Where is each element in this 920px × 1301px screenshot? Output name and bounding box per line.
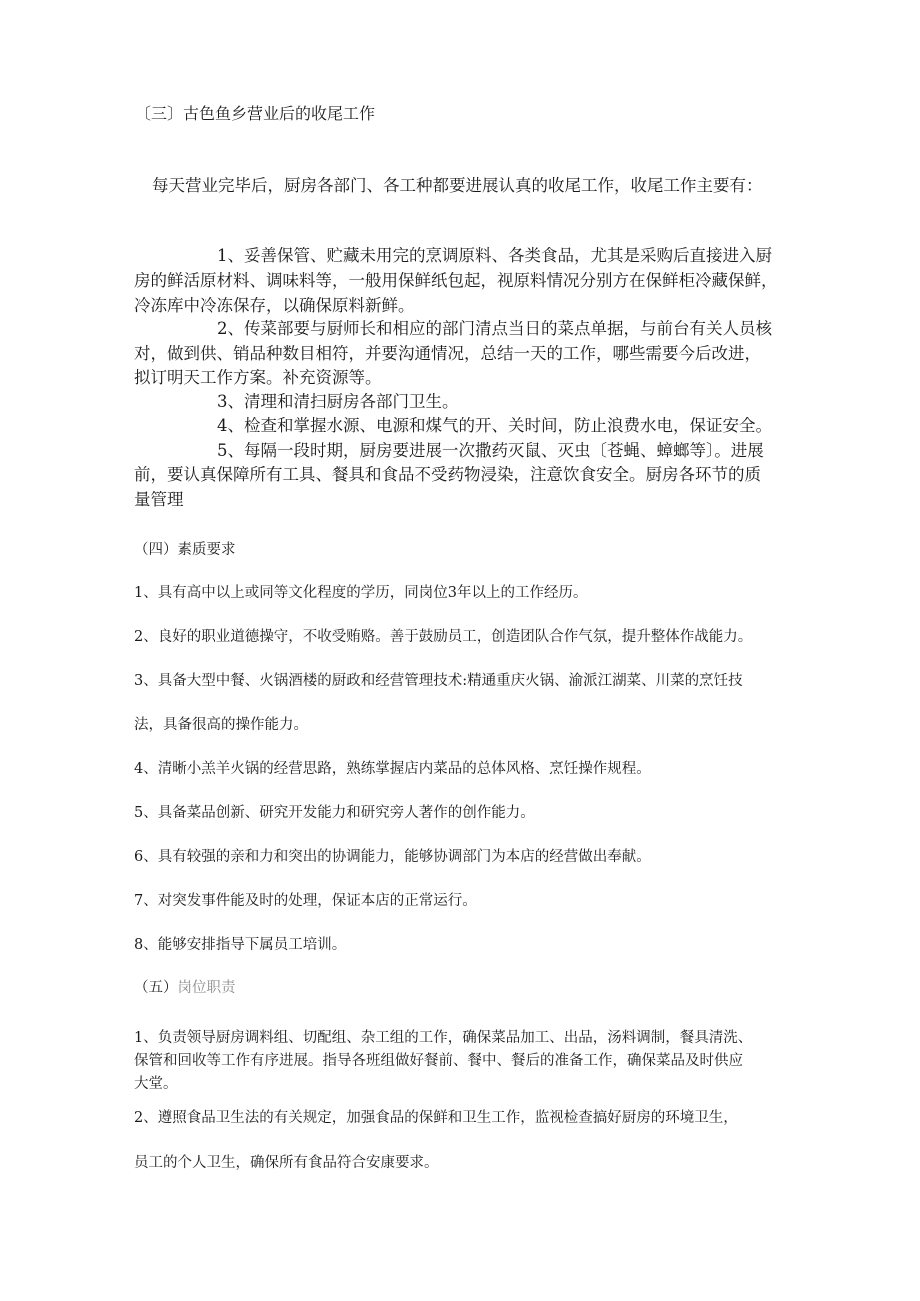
section3-item3-line1: 3、清理和清扫厨房各部门卫生。 bbox=[217, 392, 459, 411]
section3-item1-line3: 冷冻库中冷冻保存，以确保原料新鲜。 bbox=[134, 296, 415, 315]
section3-item5-line3: 量管理 bbox=[134, 490, 184, 509]
section5-item2-line2: 员工的个人卫生，确保所有食品符合安康要求。 bbox=[134, 1155, 439, 1171]
section4-item-4: 4、清晰小羔羊火锅的经营思路，熟练掌握店内菜品的总体风格、烹饪操作规程。 bbox=[134, 761, 651, 777]
section5-item2-line1: 2、遵照食品卫生法的有关规定，加强食品的保鲜和卫生工作，监视检查搞好厨房的环境卫生， bbox=[134, 1110, 738, 1126]
section3-item2-line2: 对，做到供、销品种数目相符，并要沟通情况，总结一天的工作，哪些需要今后改进， bbox=[134, 344, 761, 363]
section3-item1-line1: 1、妥善保管、贮藏未用完的烹调原料、各类食品，尤其是采购后直接进入厨 bbox=[217, 246, 772, 265]
section4-item-5: 5、具备菜品创新、研究开发能力和研究旁人著作的创作能力。 bbox=[134, 805, 535, 821]
section5-item1-line3: 大堂。 bbox=[134, 1076, 178, 1092]
section3-item4-line1: 4、检查和掌握水源、电源和煤气的开、关时间，防止浪费水电，保证安全。 bbox=[217, 416, 772, 435]
section5-item1-line2: 保管和回收等工作有序进展。指导各班组做好餐前、餐中、餐后的准备工作，确保菜品及时供应 bbox=[134, 1053, 743, 1069]
section5-item1-line1: 1、负责领导厨房调料组、切配组、杂工组的工作，确保菜品加工、出品，汤料调制，餐具清洗、 bbox=[134, 1030, 753, 1046]
section5-heading-prefix: （五） bbox=[134, 980, 178, 996]
section4-item-6: 6、具有较强的亲和力和突出的协调能力，能够协调部门为本店的经营做出奉献。 bbox=[134, 849, 651, 865]
section3-heading: 〔三〕古色鱼乡营业后的收尾工作 bbox=[135, 104, 376, 123]
section4-item-8: 8、能够安排指导下属员工培训。 bbox=[134, 937, 347, 953]
section3-item5-line2: 前，要认真保障所有工具、餐具和食品不受药物浸染，注意饮食安全。厨房各环节的质 bbox=[134, 465, 761, 484]
section4-item-7: 7、对突发事件能及时的处理，保证本店的正常运行。 bbox=[134, 893, 477, 909]
section4-item-3-line2: 法，具备很高的操作能力。 bbox=[134, 717, 308, 733]
section4-item-2: 2、良好的职业道德操守，不收受贿赂。善于鼓励员工，创造团队合作气氛，提升整体作战能力。 bbox=[134, 629, 753, 645]
section3-item1-line2: 房的鲜活原材料、调味料等，一般用保鲜纸包起，视原料情况分别方在保鲜柜冷藏保鲜， bbox=[134, 271, 778, 290]
section4-item-3-line1: 3、具备大型中餐、火锅酒楼的厨政和经营管理技术:精通重庆火锅、渝派江湖菜、川菜的烹饪技 bbox=[134, 673, 743, 689]
section4-item-1: 1、具有高中以上或同等文化程度的学历，同岗位3年以上的工作经历。 bbox=[134, 585, 588, 601]
section5-heading-title: 岗位职责 bbox=[177, 980, 236, 996]
section3-item2-line3: 拟订明天工作方案。补充资源等。 bbox=[134, 368, 382, 387]
section5-heading bbox=[134, 976, 236, 997]
section3-item5-line1: 5、每隔一段时期，厨房要进展一次撒药灭鼠、灭虫〔苍蝇、蟑螂等〕。进展 bbox=[217, 441, 764, 460]
section3-intro: 每天营业完毕后，厨房各部门、各工种都要进展认真的收尾工作，收尾工作主要有： bbox=[152, 176, 763, 195]
section4-heading: （四）素质要求 bbox=[134, 542, 236, 558]
section3-item2-line1: 2、传菜部要与厨师长和相应的部门清点当日的菜点单据，与前台有关人员核 bbox=[217, 319, 772, 338]
